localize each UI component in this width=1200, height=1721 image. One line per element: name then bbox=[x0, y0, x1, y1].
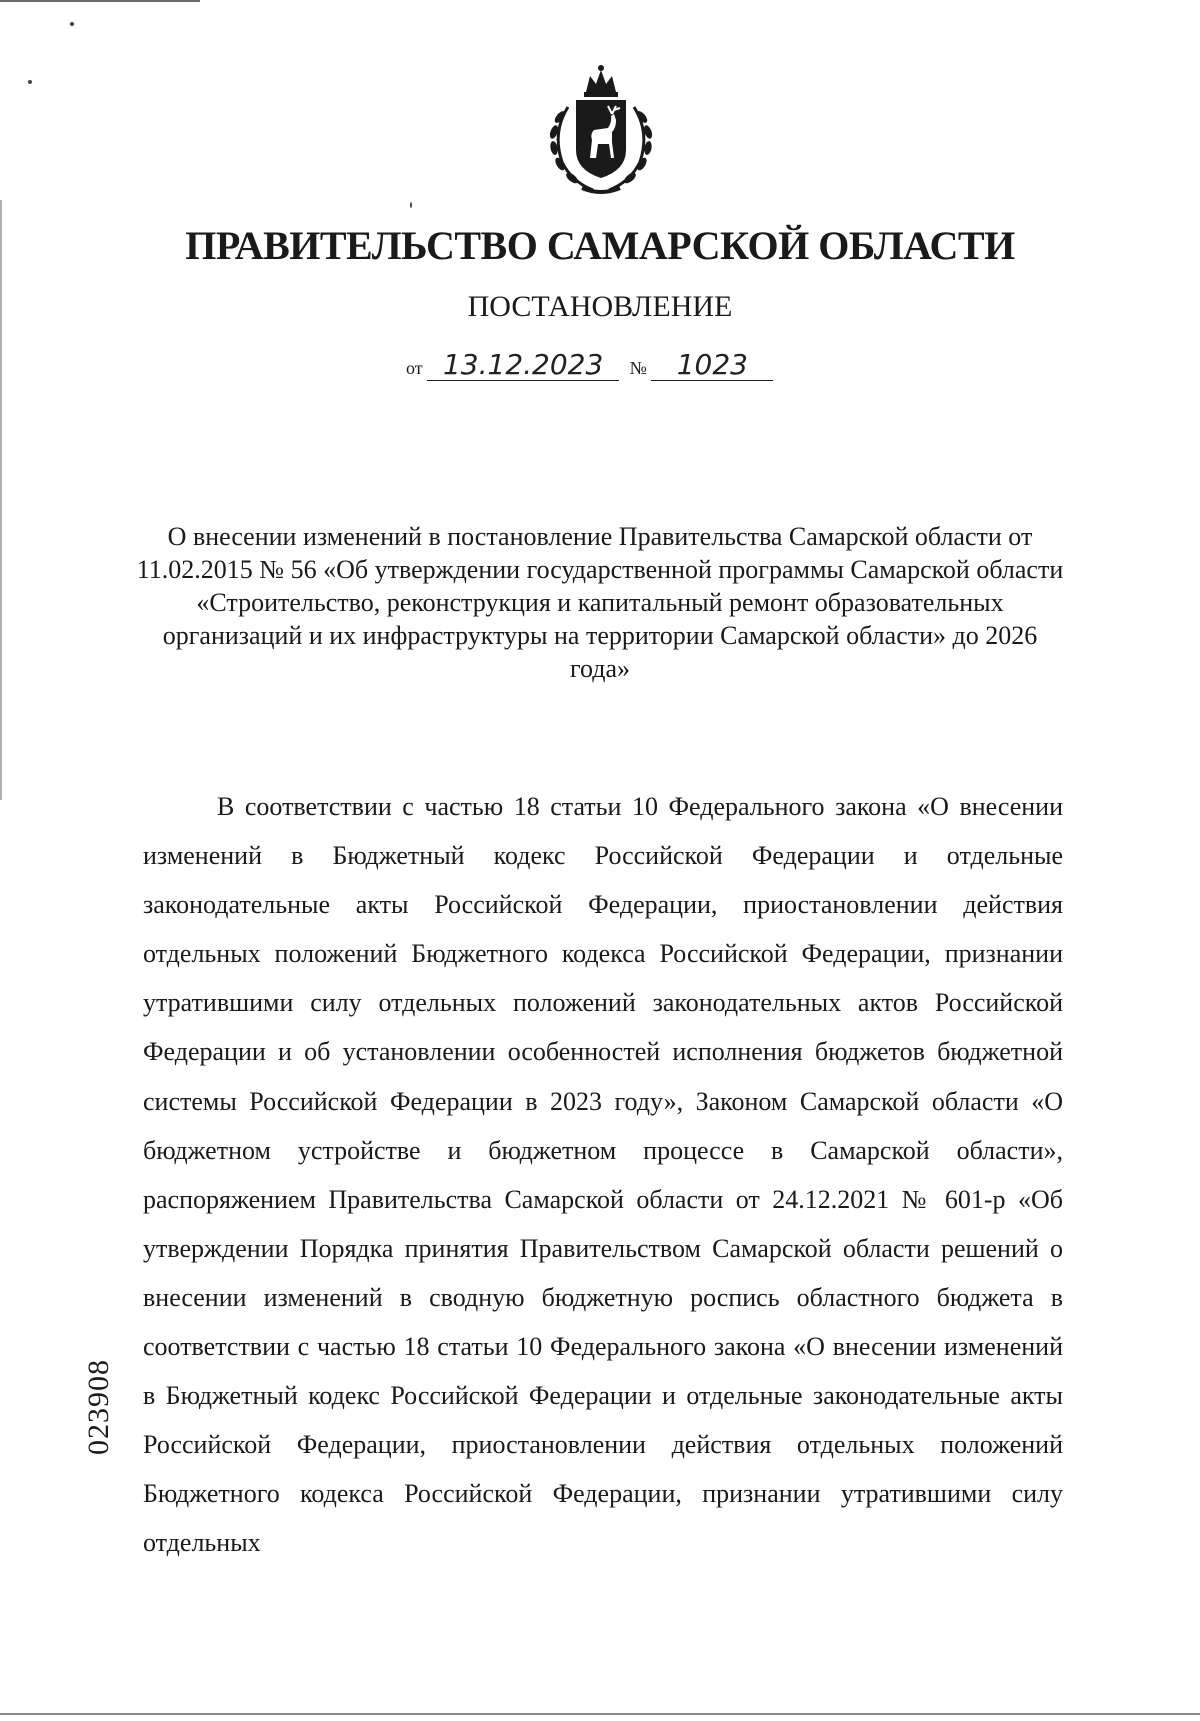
number-label: № bbox=[629, 358, 647, 378]
scan-artifact-bottom bbox=[0, 1713, 1200, 1715]
scan-speck bbox=[28, 80, 32, 84]
document-type: ПОСТАНОВЛЕНИЕ bbox=[467, 290, 733, 323]
date-number-line bbox=[406, 350, 773, 381]
scan-speck bbox=[70, 22, 74, 26]
handwritten-number: 1023 bbox=[651, 350, 773, 381]
handwritten-date: 13.12.2023 bbox=[427, 350, 619, 381]
document-subject: О внесении изменений в постановление Правительства Самарской области от 11.02.2015 № 56 «Об утверждении государственной программы Самарской области «Строительство, реконструкция и капитальный ремонт образовательных организаций и их инфраструктуры на территории Самарской области» до 2026 года» bbox=[136, 522, 1064, 683]
scan-artifact-top bbox=[0, 0, 200, 2]
body-paragraph: В соответствии с частью 18 статьи 10 Федерального закона «О внесении изменений в Бюджетный кодекс Российской Федерации и отдельные законодательные акты Российской Федерации, приостановлении действия отдельных положений Бюджетного кодекса Российской Федерации, признании утратившими силу отдельных положений законодательных актов Российской Федерации и об установлении особенностей исполнения бюджетов бюджетной системы Российской Федерации в 2023 году», Законом Самарской области «О бюджетном устройстве и бюджетном процессе в Самарской области», распоряжением Правительства Самарской области от 24.12.2021 № 601-р «Об утверждении Порядка принятия Правительством Самарской области решений о внесении изменений в сводную бюджетную роспись областного бюджета в соответствии с частью 18 статьи 10 Федерального закона «О внесении изменений в Бюджетный кодекс Российской Федерации и отдельные законодательные акты Российской Федерации, приостановлении действия отдельных положений Бюджетного кодекса Российской Федерации, признании утратившими силу отдельных bbox=[143, 792, 1063, 1558]
serial-number: 023908 bbox=[82, 1359, 115, 1455]
coat-of-arms-icon bbox=[538, 62, 664, 197]
page-title: ПРАВИТЕЛЬСТВО САМАРСКОЙ ОБЛАСТИ bbox=[185, 223, 1015, 268]
scan-speck bbox=[410, 202, 412, 208]
date-label: от bbox=[406, 358, 423, 378]
